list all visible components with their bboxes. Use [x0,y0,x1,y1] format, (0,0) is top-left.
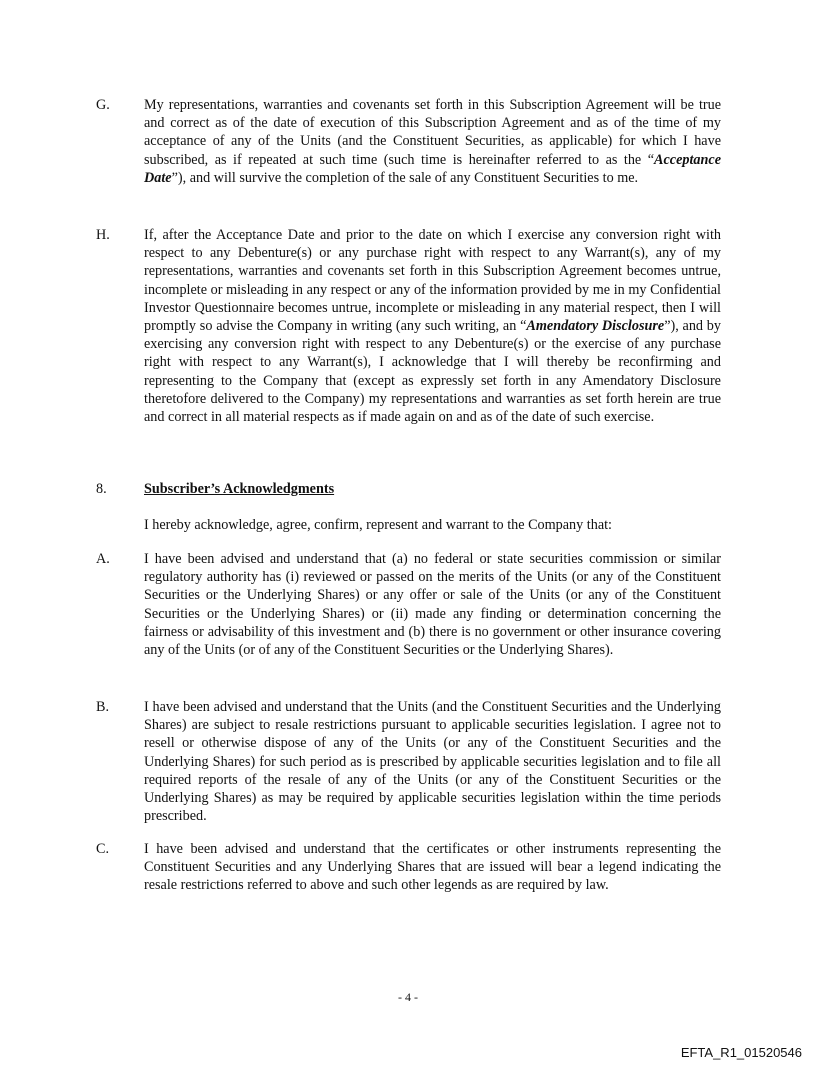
section-number: 8. [96,481,107,497]
paragraph-b [96,698,721,825]
paragraph-a [96,550,721,659]
paragraph-label: A. [96,551,110,567]
paragraph-label: C. [96,841,110,857]
paragraph-body: I have been advised and understand that (a) no federal or state securities commission or similar regulatory authority has (i) reviewed or passed on the merits of the Units (or any of the Constituent Securities or the Underlying Shares) or any offer or sale of the Units (or any of the Constituent Securities or the Underlying Shares) or (ii) made any finding or determination concerning the fairness or advisability of this investment and (b) there is no government or other insurance covering any of the Units (or of any of the Constituent Securities or the Underlying Shares). [144,551,721,659]
section-title: Subscriber’s Acknowledgments [144,481,335,497]
page-number: - 4 - [398,990,418,1004]
defined-term: Amendatory Disclosure [526,318,665,335]
paragraph-g [96,96,721,187]
paragraph-body: If, after the Acceptance Date and prior to the date on which I exercise any conversion right with respect to any Debenture(s) or any purchase right with respect to any Warrant(s), any of my representations, warranties and covenants set forth in this Subscription Agreement becomes untrue, incomplete or misleading in any respect or any of the information provided by me in my Confidential Investor Questionnaire becomes untrue, incomplete or misleading in any material respect, then I will promptly so advise the Company in writing (any such writing, an “Amendatory Disclosure”), and by exercising any conversion right with respect to any Debenture(s) or the exercise of any purchase right with respect to any Warrant(s), I acknowledge that I will thereby be reconfirming and representing to the Company that (except as expressly set forth in any Amendatory Disclosure theretofore delivered to the Company) my representations and warranties as set forth herein are true and correct in all material respects as if made again on and as of the date of such exercise. [144,227,721,426]
paragraph-label: G. [96,97,110,113]
section-heading [96,480,721,498]
paragraph-body: My representations, warranties and covenants set forth in this Subscription Agreement will be true and correct as of the date of execution of this Subscription Agreement and as of the time of my acceptance of any of the Units (and the Constituent Securities, as applicable) for which I have subscribed, as if repeated at such time (such time is hereinafter referred to as the “Acceptance Date”), and will survive the completion of the sale of any Constituent Securities to me. [144,97,721,186]
paragraph-body: I have been advised and understand that the Units (and the Constituent Securities and the Underlying Shares) are subject to resale restrictions pursuant to applicable securities legislation. I agree not to resell or otherwise dispose of any of the Units (or any of the Constituent Securities and the Underlying Shares) for such period as is prescribed by applicable securities legislation and to file all required reports of the resale of any of the Units (or any of the Constituent Securities or the Underlying Shares) as may be required by applicable securities legislation within the time periods prescribed. [144,699,721,825]
paragraph-label: H. [96,227,110,243]
paragraph-c [96,840,721,895]
paragraph-label: B. [96,699,110,715]
paragraph-h [96,226,721,426]
document-id: EFTA_R1_01520546 [680,1045,802,1060]
defined-term: Acceptance Date [144,151,721,186]
paragraph-body: I have been advised and understand that the certificates or other instruments representing the Constituent Securities and any Underlying Shares that are issued will bear a legend indicating the resale restrictions referred to above and such other legends as are required by law. [144,841,721,894]
section-intro: I hereby acknowledge, agree, confirm, represent and warrant to the Company that: [144,517,613,533]
